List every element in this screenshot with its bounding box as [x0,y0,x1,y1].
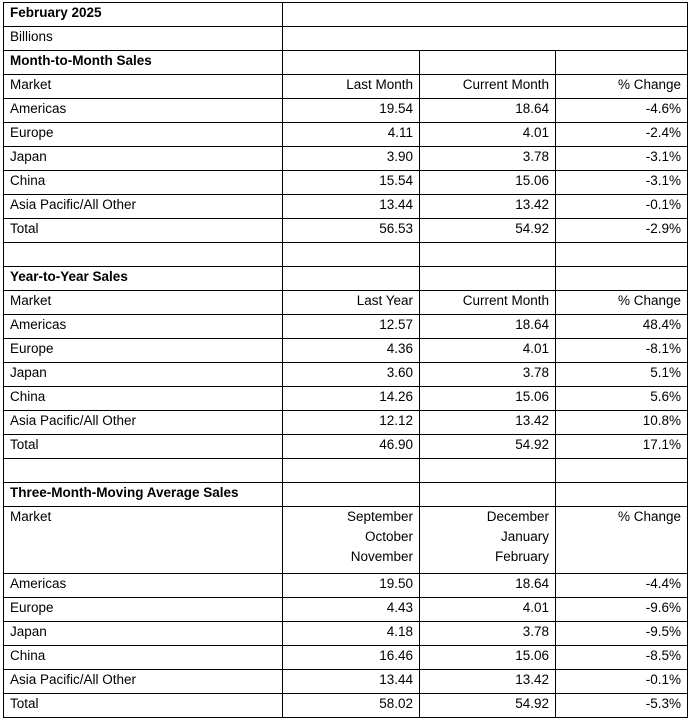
value-cell: 4.01 [420,123,556,147]
month-label: February [494,549,549,564]
table-row [4,195,688,219]
column-header: % Change [556,291,688,315]
column-header-row [4,291,688,315]
section-heading-row [4,267,688,291]
change-cell: 48.4% [556,315,688,339]
month-label: November [350,549,413,564]
value-cell: 3.78 [420,363,556,387]
value-cell: 4.36 [283,339,420,363]
section-heading: Year-to-Year Sales [4,267,283,291]
table-row [4,598,688,622]
change-cell: -2.4% [556,123,688,147]
table-row [4,123,688,147]
value-cell: 13.42 [420,670,556,694]
change-cell: 17.1% [556,435,688,459]
section-heading: Month-to-Month Sales [4,51,283,75]
value-cell: 4.01 [420,598,556,622]
market-cell: Asia Pacific/All Other [4,195,283,219]
market-cell: Europe [4,598,283,622]
value-cell: 18.64 [420,99,556,123]
change-cell: 5.1% [556,363,688,387]
value-cell: 54.92 [420,219,556,243]
table-row [4,339,688,363]
value-cell: 3.78 [420,147,556,171]
market-cell: Total [4,435,283,459]
change-cell: -3.1% [556,147,688,171]
month-label: January [500,529,549,544]
month-label: September [346,509,413,524]
value-cell: 18.64 [420,315,556,339]
change-cell: -2.9% [556,219,688,243]
column-header: Current Month [420,75,556,99]
table-row [4,171,688,195]
section-heading: Three-Month-Moving Average Sales [4,483,283,507]
market-cell: China [4,171,283,195]
value-cell: 13.42 [420,195,556,219]
spacer-row [4,459,688,483]
change-cell: 5.6% [556,387,688,411]
change-cell: -9.5% [556,622,688,646]
value-cell: 3.78 [420,622,556,646]
value-cell: 54.92 [420,694,556,718]
market-cell: Americas [4,315,283,339]
value-cell: 13.44 [283,195,420,219]
market-cell: Americas [4,574,283,598]
value-cell: 19.54 [283,99,420,123]
table-row [4,363,688,387]
table-row [4,670,688,694]
column-header: Last Year [283,291,420,315]
column-header: Market [4,75,283,99]
market-cell: Asia Pacific/All Other [4,411,283,435]
market-cell: China [4,646,283,670]
value-cell: 12.12 [283,411,420,435]
column-header-current-months [420,507,556,574]
market-cell: China [4,387,283,411]
column-header: Last Month [283,75,420,99]
sales-report-table [3,2,688,718]
change-cell: -3.1% [556,171,688,195]
report-title-row [4,3,688,27]
units-row [4,27,688,51]
section-heading-row [4,51,688,75]
value-cell: 14.26 [283,387,420,411]
report-title: February 2025 [4,3,283,27]
column-header: % Change [556,75,688,99]
column-header-row [4,507,688,574]
market-cell: Japan [4,622,283,646]
change-cell: -4.4% [556,574,688,598]
value-cell: 19.50 [283,574,420,598]
value-cell: 15.06 [420,171,556,195]
section-heading-row [4,483,688,507]
month-label: October [364,529,413,544]
table-row [4,315,688,339]
month-label: December [486,509,549,524]
change-cell: -0.1% [556,670,688,694]
table-row [4,622,688,646]
total-row [4,219,688,243]
market-cell: Total [4,219,283,243]
value-cell: 56.53 [283,219,420,243]
change-cell: -9.6% [556,598,688,622]
total-row [4,694,688,718]
value-cell: 4.11 [283,123,420,147]
change-cell: -0.1% [556,195,688,219]
column-header: Market [4,507,283,574]
market-cell: Japan [4,147,283,171]
column-header: Current Month [420,291,556,315]
change-cell: -8.5% [556,646,688,670]
value-cell: 4.43 [283,598,420,622]
value-cell: 54.92 [420,435,556,459]
market-cell: Total [4,694,283,718]
value-cell: 15.54 [283,171,420,195]
change-cell: -5.3% [556,694,688,718]
total-row [4,435,688,459]
market-cell: Japan [4,363,283,387]
table-row [4,574,688,598]
value-cell: 3.60 [283,363,420,387]
value-cell: 3.90 [283,147,420,171]
change-cell: 10.8% [556,411,688,435]
table-row [4,646,688,670]
value-cell: 15.06 [420,646,556,670]
market-cell: Asia Pacific/All Other [4,670,283,694]
change-cell: -4.6% [556,99,688,123]
column-header: % Change [556,507,688,574]
change-cell: -8.1% [556,339,688,363]
column-header-row [4,75,688,99]
market-cell: Europe [4,339,283,363]
table-row [4,411,688,435]
value-cell: 4.01 [420,339,556,363]
table-row [4,99,688,123]
value-cell: 46.90 [283,435,420,459]
value-cell: 4.18 [283,622,420,646]
column-header-prior-months [283,507,420,574]
column-header: Market [4,291,283,315]
value-cell: 16.46 [283,646,420,670]
units-label: Billions [4,27,283,51]
market-cell: Americas [4,99,283,123]
value-cell: 15.06 [420,387,556,411]
value-cell: 13.42 [420,411,556,435]
value-cell: 18.64 [420,574,556,598]
value-cell: 12.57 [283,315,420,339]
table-row [4,387,688,411]
value-cell: 58.02 [283,694,420,718]
market-cell: Europe [4,123,283,147]
table-row [4,147,688,171]
value-cell: 13.44 [283,670,420,694]
spacer-row [4,243,688,267]
